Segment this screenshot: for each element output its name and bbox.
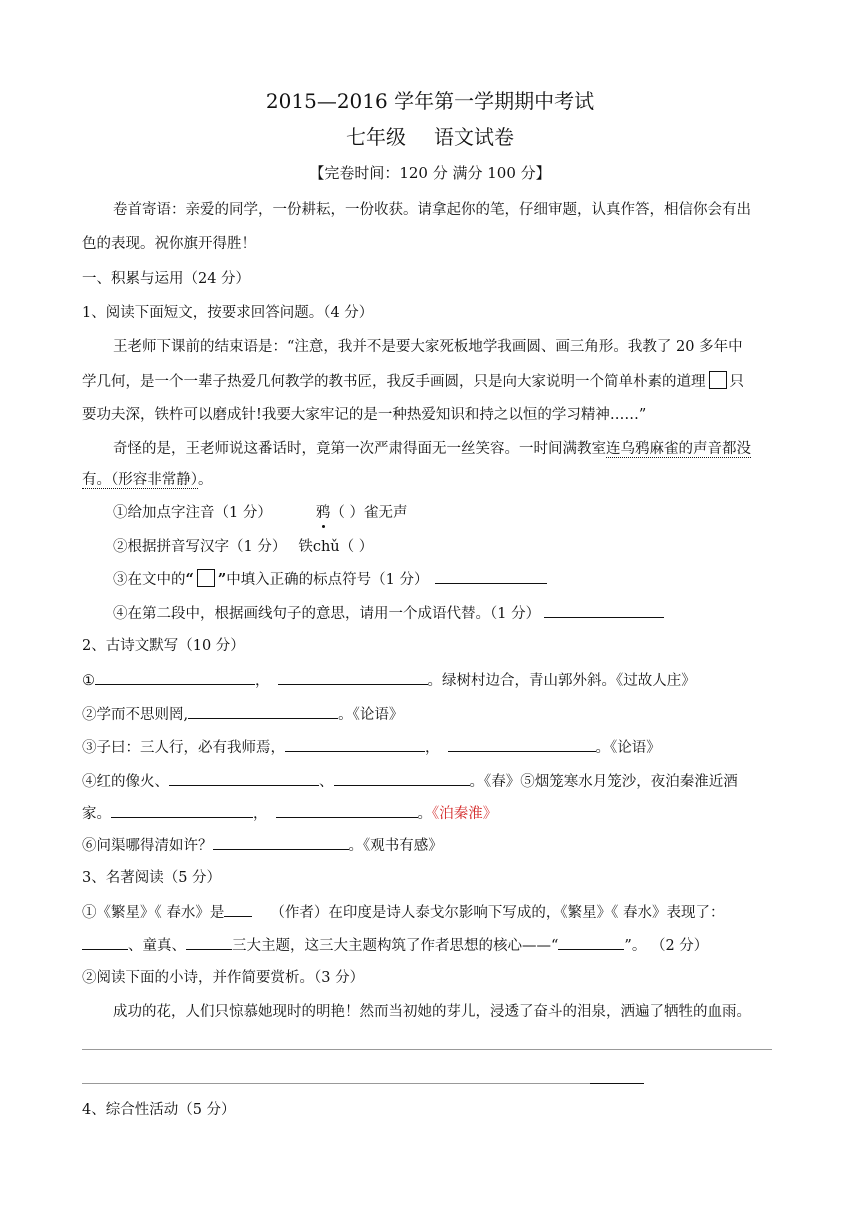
q2-line-4	[82, 771, 738, 792]
q1-sub-4	[113, 603, 664, 624]
period: 。	[417, 806, 432, 822]
underlined-sentence-end: 有。（形容非常静）	[82, 472, 198, 488]
q1-passage-line-3: 要功夫深，铁杵可以磨成针!我要大家牢记的是一种热爱知识和持之以恒的学习精神……”	[82, 407, 647, 423]
sub4-text: ④在第二段中，根据画线句子的意思，请用一个成语代替。（1 分）	[113, 606, 541, 622]
q2-line-text: ④红的像火、	[82, 774, 169, 790]
intro-line-1: 卷首寄语：亲爱的同学，一份耕耘，一份收获。请拿起你的笔，仔细审题，认真作答，相信你会有出	[113, 202, 751, 218]
answer-rule-1[interactable]	[82, 1049, 772, 1050]
q1-sub-1	[113, 503, 407, 523]
answer-line[interactable]	[169, 771, 319, 786]
answer-line[interactable]	[334, 771, 470, 786]
q3-line-3: ②阅读下面的小诗，并作简要赏析。（3 分）	[82, 970, 365, 986]
q1-passage-line-2	[82, 371, 744, 392]
q1-passage-line-1: 王老师下课前的结束语是：“注意，我并不是要大家死板地学我画圆、画三角形。我教了 20 多年中	[113, 339, 743, 355]
sub3-text: ③在文中的	[113, 572, 186, 588]
q2-line-text: 。《论语》	[338, 707, 404, 723]
answer-line[interactable]	[186, 935, 232, 950]
q1-prompt: 1、阅读下面短文，按要求回答问题。（4 分）	[82, 305, 374, 321]
punctuation-box-ref	[197, 569, 215, 587]
sub2-word[interactable]: 铁chǔ（ ）	[298, 539, 374, 555]
exam-subtitle	[0, 124, 860, 150]
answer-line[interactable]	[558, 935, 624, 950]
subject-label: 语文试卷	[434, 125, 514, 149]
sub3-text-end: 中填入正确的标点符号（1 分）	[226, 572, 429, 588]
q2-prompt: 2、古诗文默写（10 分）	[82, 638, 245, 654]
q2-line-text: ②学而不思则罔,	[82, 707, 189, 723]
grade-label: 七年级	[346, 125, 406, 149]
q3-line-text: （作者）在印度是诗人泰戈尔影响下写成的，《繁星》《 春水》表现了：	[270, 905, 725, 921]
q4-prompt: 4、综合性活动（5 分）	[82, 1102, 236, 1118]
answer-line[interactable]	[111, 803, 253, 818]
q3-line-1	[82, 902, 724, 923]
underlined-sentence: 连乌鸦麻雀的声音都没	[606, 441, 751, 457]
q3-poem: 成功的花，人们只惊慕她现时的明艳！然而当初她的芽儿，浸透了奋斗的泪泉，洒遍了牺牲的血雨。	[113, 1004, 751, 1020]
q2-line-5	[82, 803, 497, 824]
q2-line-text: 。《观书有感》	[348, 838, 443, 854]
answer-line[interactable]	[544, 603, 664, 618]
q2-line-text: 。《论语》	[595, 740, 661, 756]
item-num: ①	[82, 673, 95, 689]
q2-line-text: 。绿树村边合，青山郭外斜。《过故人庄》	[427, 673, 696, 689]
answer-line[interactable]	[188, 704, 338, 719]
q1-passage-line-5	[82, 470, 213, 490]
sub2-label: ②根据拼音写汉字（1 分）	[113, 539, 287, 555]
q2-line-text: ⑥问渠哪得清如许？	[82, 838, 213, 854]
period: 。	[198, 472, 213, 488]
answer-rule-2-end[interactable]	[590, 1083, 644, 1084]
exam-title: 2015—2016 学年第一学期期中考试	[265, 89, 595, 113]
dotted-char: 鸦	[315, 505, 331, 521]
time-info: 【完卷时间：120 分 满分 100 分】	[309, 164, 551, 182]
answer-line[interactable]	[224, 902, 252, 917]
answer-line[interactable]	[435, 569, 547, 584]
answer-line[interactable]	[213, 835, 349, 850]
comma: ，	[425, 740, 440, 756]
q3-line-2	[82, 935, 708, 956]
section-heading: 一、积累与运用（24 分）	[82, 271, 251, 287]
source-red: 《泊秦淮》	[432, 806, 498, 822]
q2-line-text: ③子曰：三人行，必有我师焉，	[82, 740, 285, 756]
q3-line-text: ”。 （2 分）	[624, 938, 709, 954]
answer-line[interactable]	[82, 935, 128, 950]
q2-line-3	[82, 737, 661, 758]
q1-passage-line-4	[113, 439, 751, 459]
sub1-label: ①给加点字注音（1 分）	[113, 505, 272, 521]
q1-passage-text: 奇怪的是，王老师说这番话时，竟第一次严肃得面无一丝笑容。一时间满教室	[113, 441, 606, 457]
q3-line-text: ①《繁星》《 春水》是	[82, 905, 225, 921]
comma: ，	[253, 806, 268, 822]
answer-line[interactable]	[285, 737, 425, 752]
q2-line-2	[82, 704, 403, 725]
q2-line-text: 。《春》⑤烟笼寒水月笼沙，夜泊秦淮近酒	[469, 774, 738, 790]
answer-line[interactable]	[276, 803, 418, 818]
q3-line-text: 三大主题，这三大主题构筑了作者思想的核心——“	[232, 938, 559, 954]
answer-line[interactable]	[448, 737, 596, 752]
q2-line-1	[82, 670, 696, 691]
answer-line[interactable]	[95, 670, 255, 685]
answer-line[interactable]	[278, 670, 428, 685]
intro-line-2: 色的表现。祝你旗开得胜！	[82, 236, 256, 252]
answer-blank[interactable]: （ ）	[330, 505, 364, 521]
q1-passage-text: 学几何，是一个一辈子热爱几何教学的教书匠，我反手画圆，只是向大家说明一个简单朴素的道理	[82, 374, 706, 390]
q1-sub-3: ③在文中的“ ”中填入正确的标点符号（1 分）	[113, 569, 547, 590]
sub1-rest: 雀无声	[363, 505, 408, 521]
q2-line-text: 家。	[82, 806, 111, 822]
q3-prompt: 3、名著阅读（5 分）	[82, 870, 222, 886]
q1-passage-text-end: 只	[729, 374, 744, 390]
q1-sub-2	[113, 537, 373, 557]
comma: 、	[319, 774, 334, 790]
q3-line-text: 、童真、	[128, 938, 186, 954]
q2-line-6	[82, 835, 443, 856]
comma: ，	[255, 673, 270, 689]
answer-rule-2[interactable]	[82, 1083, 590, 1084]
punctuation-box[interactable]	[709, 371, 727, 389]
